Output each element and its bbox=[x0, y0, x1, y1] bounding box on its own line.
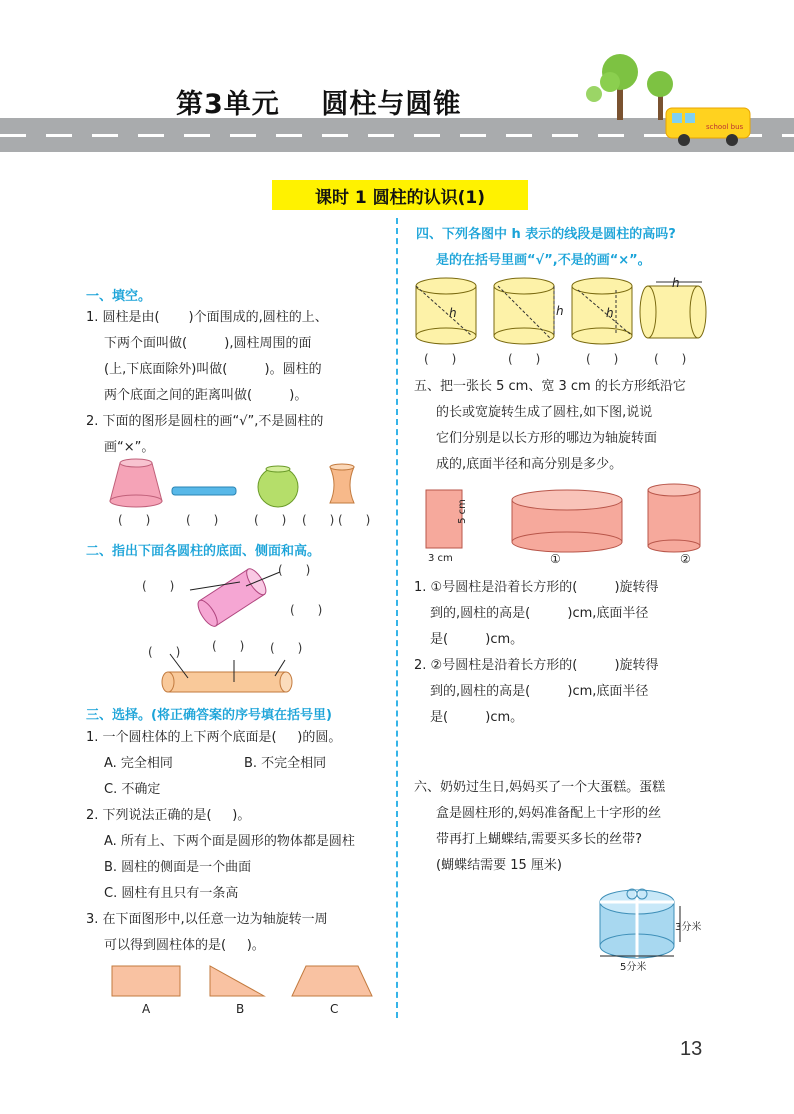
s3-q3-line1: 3. 在下面图形中,以任意一边为轴旋转一周 bbox=[86, 912, 328, 927]
s1-paren-1[interactable]: ( ) bbox=[118, 513, 151, 527]
s5-q2-line1: 2. ②号圆柱是沿着长方形的( )旋转得 bbox=[414, 658, 659, 673]
s4-h-label-3: h bbox=[606, 306, 614, 320]
section4-heading-line2: 是的在括号里画“√”,不是的画“×”。 bbox=[436, 253, 651, 268]
s6-heading-line3: 带再打上蝴蝶结,需要买多长的丝带? bbox=[436, 832, 643, 847]
s5-cyl1-label: ① bbox=[550, 552, 561, 566]
s3-q1-optA: A. 完全相同 bbox=[104, 756, 173, 771]
s1-shapes bbox=[100, 455, 370, 515]
s1-q2-line1: 2. 下面的图形是圆柱的画“√”,不是圆柱的 bbox=[86, 414, 324, 429]
bus-text: school bus bbox=[706, 123, 744, 131]
section4-heading-line1: 四、下列各图中 h 表示的线段是圆柱的高吗? bbox=[416, 227, 676, 242]
s4-paren-3[interactable]: ( ) bbox=[586, 352, 619, 366]
s4-paren-4[interactable]: ( ) bbox=[654, 352, 687, 366]
s2-paren-3[interactable]: ( ) bbox=[290, 603, 323, 617]
s5-heading-line4: 成的,底面半径和高分别是多少。 bbox=[436, 457, 623, 472]
unit-title: 第3单元 圆柱与圆锥 bbox=[176, 89, 462, 120]
s1-paren-5[interactable]: ( ) bbox=[338, 513, 371, 527]
section3-heading: 三、选择。(将正确答案的序号填在括号里) bbox=[86, 708, 332, 723]
s5-heading-line1: 五、把一张长 5 cm、宽 3 cm 的长方形纸沿它 bbox=[414, 379, 686, 394]
lesson-title: 课时 1 圆柱的认识(1) bbox=[314, 188, 486, 208]
s6-heading-line1: 六、奶奶过生日,妈妈买了一个大蛋糕。蛋糕 bbox=[414, 780, 666, 795]
s2-paren-5[interactable]: ( ) bbox=[212, 639, 245, 653]
s6-heading-line2: 盒是圆柱形的,妈妈准备配上十字形的丝 bbox=[436, 806, 662, 821]
s4-h-label-4: h bbox=[672, 276, 680, 290]
s5-q2-line2: 到的,圆柱的高是( )cm,底面半径 bbox=[430, 684, 649, 699]
s1-paren-3[interactable]: ( ) bbox=[254, 513, 287, 527]
s5-q2-line3: 是( )cm。 bbox=[430, 710, 524, 725]
s3-shapes bbox=[110, 964, 370, 1000]
s1-q1-line2: 下两个面叫做( ),圆柱周围的面 bbox=[104, 336, 312, 351]
s6-width-label: 5分米 bbox=[620, 962, 647, 973]
s5-q1-line3: 是( )cm。 bbox=[430, 632, 524, 647]
shape-label-a: A bbox=[142, 1002, 151, 1016]
column-divider bbox=[396, 218, 398, 1018]
s5-heading-line3: 它们分别是以长方形的哪边为轴旋转面 bbox=[436, 431, 658, 446]
s1-paren-4[interactable]: ( ) bbox=[302, 513, 335, 527]
s2-paren-1[interactable]: ( ) bbox=[142, 579, 175, 593]
s3-q3-line2: 可以得到圆柱体的是( )。 bbox=[104, 938, 265, 953]
s1-q1-line3: (上,下底面除外)叫做( )。圆柱的 bbox=[104, 362, 322, 377]
s3-q2-optC: C. 圆柱有且只有一条高 bbox=[104, 886, 239, 901]
s5-cyl2-label: ② bbox=[680, 552, 691, 566]
s4-paren-1[interactable]: ( ) bbox=[424, 352, 457, 366]
s4-h-label-1: h bbox=[449, 306, 457, 320]
shape-label-b: B bbox=[236, 1002, 245, 1016]
s5-q1-line1: 1. ①号圆柱是沿着长方形的( )旋转得 bbox=[414, 580, 659, 595]
s2-paren-4[interactable]: ( ) bbox=[148, 645, 181, 659]
s1-q1-line1: 1. 圆柱是由( )个面围成的,圆柱的上、 bbox=[86, 310, 328, 325]
s4-h-label-2: h bbox=[556, 304, 564, 318]
s6-height-label: 3分米 bbox=[675, 922, 702, 933]
s4-paren-2[interactable]: ( ) bbox=[508, 352, 541, 366]
s5-heading-line2: 的长或宽旋转生成了圆柱,如下图,说说 bbox=[436, 405, 653, 420]
s1-q2-line2: 画“×”。 bbox=[104, 440, 155, 455]
s3-q1: 1. 一个圆柱体的上下两个底面是( )的圆。 bbox=[86, 730, 342, 745]
s3-q1-optB: B. 不完全相同 bbox=[244, 756, 327, 771]
page-number: 13 bbox=[680, 1038, 703, 1060]
s3-q1-optC: C. 不确定 bbox=[104, 782, 161, 797]
s2-paren-2[interactable]: ( ) bbox=[278, 563, 311, 577]
s5-q1-line2: 到的,圆柱的高是( )cm,底面半径 bbox=[430, 606, 649, 621]
s3-q2: 2. 下列说法正确的是( )。 bbox=[86, 808, 251, 823]
s5-rect-width: 3 cm bbox=[428, 553, 453, 564]
section1-heading: 一、填空。 bbox=[86, 289, 152, 304]
shape-label-c: C bbox=[330, 1002, 339, 1016]
s1-paren-2[interactable]: ( ) bbox=[186, 513, 219, 527]
s5-rect-height: 5 cm bbox=[456, 499, 468, 524]
s1-q1-line4: 两个底面之间的距离叫做( )。 bbox=[104, 388, 308, 403]
s3-q2-optB: B. 圆柱的侧面是一个曲面 bbox=[104, 860, 252, 875]
section2-heading: 二、指出下面各圆柱的底面、侧面和高。 bbox=[86, 544, 321, 559]
s3-q2-optA: A. 所有上、下两个面是圆形的物体都是圆柱 bbox=[104, 834, 355, 849]
s2-paren-6[interactable]: ( ) bbox=[270, 641, 303, 655]
s6-heading-line4: (蝴蝶结需要 15 厘米) bbox=[436, 858, 562, 873]
